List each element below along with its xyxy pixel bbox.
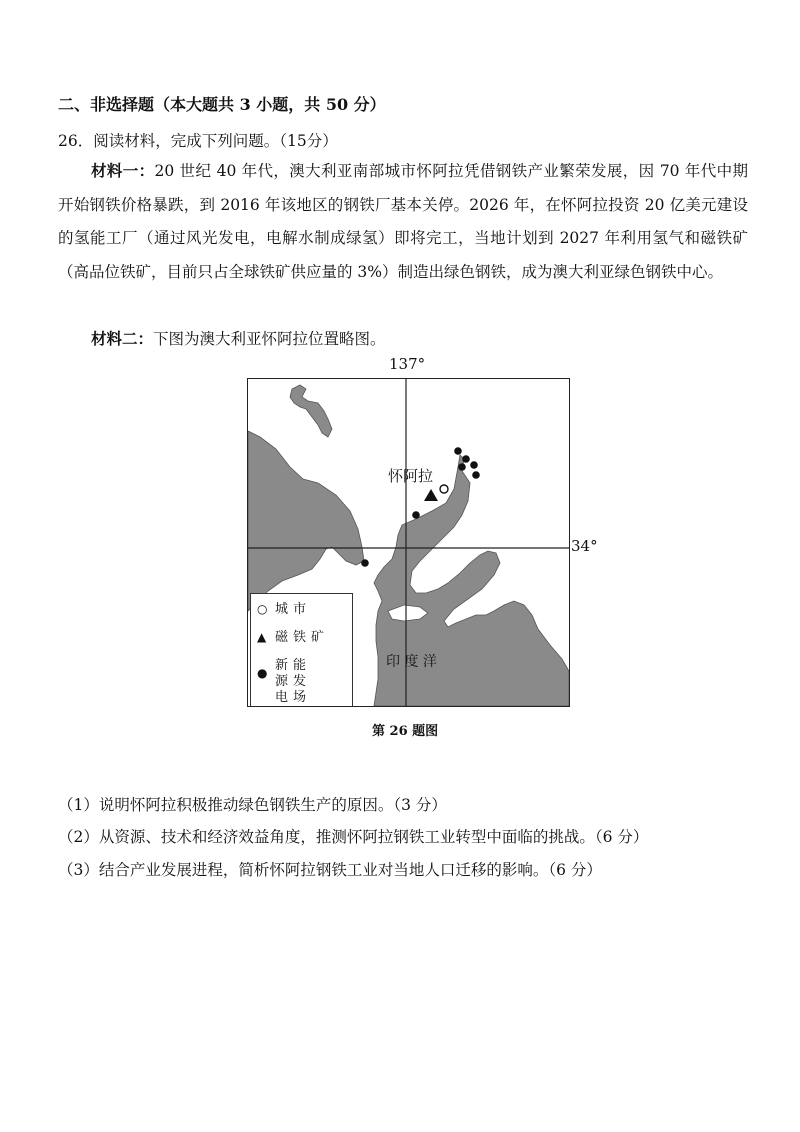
legend-item-power (257, 658, 327, 706)
material-one-label: 材料一： (91, 161, 155, 180)
circle-outline-icon: ○ (257, 602, 268, 616)
question-title: 26．阅读材料，完成下列问题。（15分） (58, 132, 338, 150)
legend-label-magnetite: 磁铁矿 (275, 630, 330, 645)
sub-question-3: （3）结合产业发展进程，简析怀阿拉钢铁工业对当地人口迁移的影响。（6 分） (58, 861, 602, 879)
section-title: 二、非选择题（本大题共 3 小题，共 50 分） (58, 95, 386, 114)
latitude-label: 34° (571, 537, 598, 555)
power-plant-marker (454, 447, 462, 455)
legend-item-magnetite (257, 630, 329, 646)
power-plant-marker (470, 461, 478, 469)
sub-question-1: （1）说明怀阿拉积极推动绿色钢铁生产的原因。（3 分） (58, 796, 447, 814)
dot-icon: ● (257, 666, 268, 680)
ocean-name-label: 印 度 洋 (386, 654, 437, 670)
sub-question-2: （2）从资源、技术和经济效益角度，推测怀阿拉钢铁工业转型中面临的挑战。（6 分） (58, 828, 649, 846)
western-land (248, 431, 364, 611)
legend-item-city (257, 602, 311, 618)
power-plant-marker (361, 559, 369, 567)
magnetite-marker (424, 489, 438, 501)
triangle-icon: ▲ (257, 630, 267, 644)
longitude-label: 137° (389, 355, 426, 373)
power-plant-marker (412, 511, 420, 519)
material-two-label: 材料二： (91, 329, 154, 348)
power-plant-marker (458, 463, 466, 471)
city-whyalla-marker (440, 485, 448, 493)
material-two-text: 下图为澳大利亚怀阿拉位置略图。 (153, 330, 386, 348)
figure-caption: 第 26 题图 (372, 724, 439, 739)
island (290, 385, 332, 437)
map-legend (250, 593, 353, 707)
material-one-text: 20 世纪 40 年代，澳大利亚南部城市怀阿拉凭借钢铁产业繁荣发展，因 70 年代中期开始钢铁价格暴跌，到 2016 年该地区的钢铁厂基本关停。2026 年，在怀阿拉投资 20 亿美元建设的氢能工厂（通过风光发电，电解水制成绿氢）即将完工，当地计划到 2027 年利用氢气和磁铁矿（高品位铁矿，目前只占全球铁矿供应量的 3%）制造出绿色钢铁，成为澳大利亚绿色钢铁中心。 (58, 162, 748, 281)
legend-label-power: 新能源发电场 (275, 658, 312, 705)
legend-label-city: 城市 (275, 602, 312, 617)
power-plant-marker (472, 471, 480, 479)
city-name-label: 怀阿拉 (388, 467, 434, 485)
power-plant-marker (462, 455, 470, 463)
material-two (91, 329, 386, 349)
material-one (58, 154, 748, 289)
location-map (247, 378, 570, 707)
